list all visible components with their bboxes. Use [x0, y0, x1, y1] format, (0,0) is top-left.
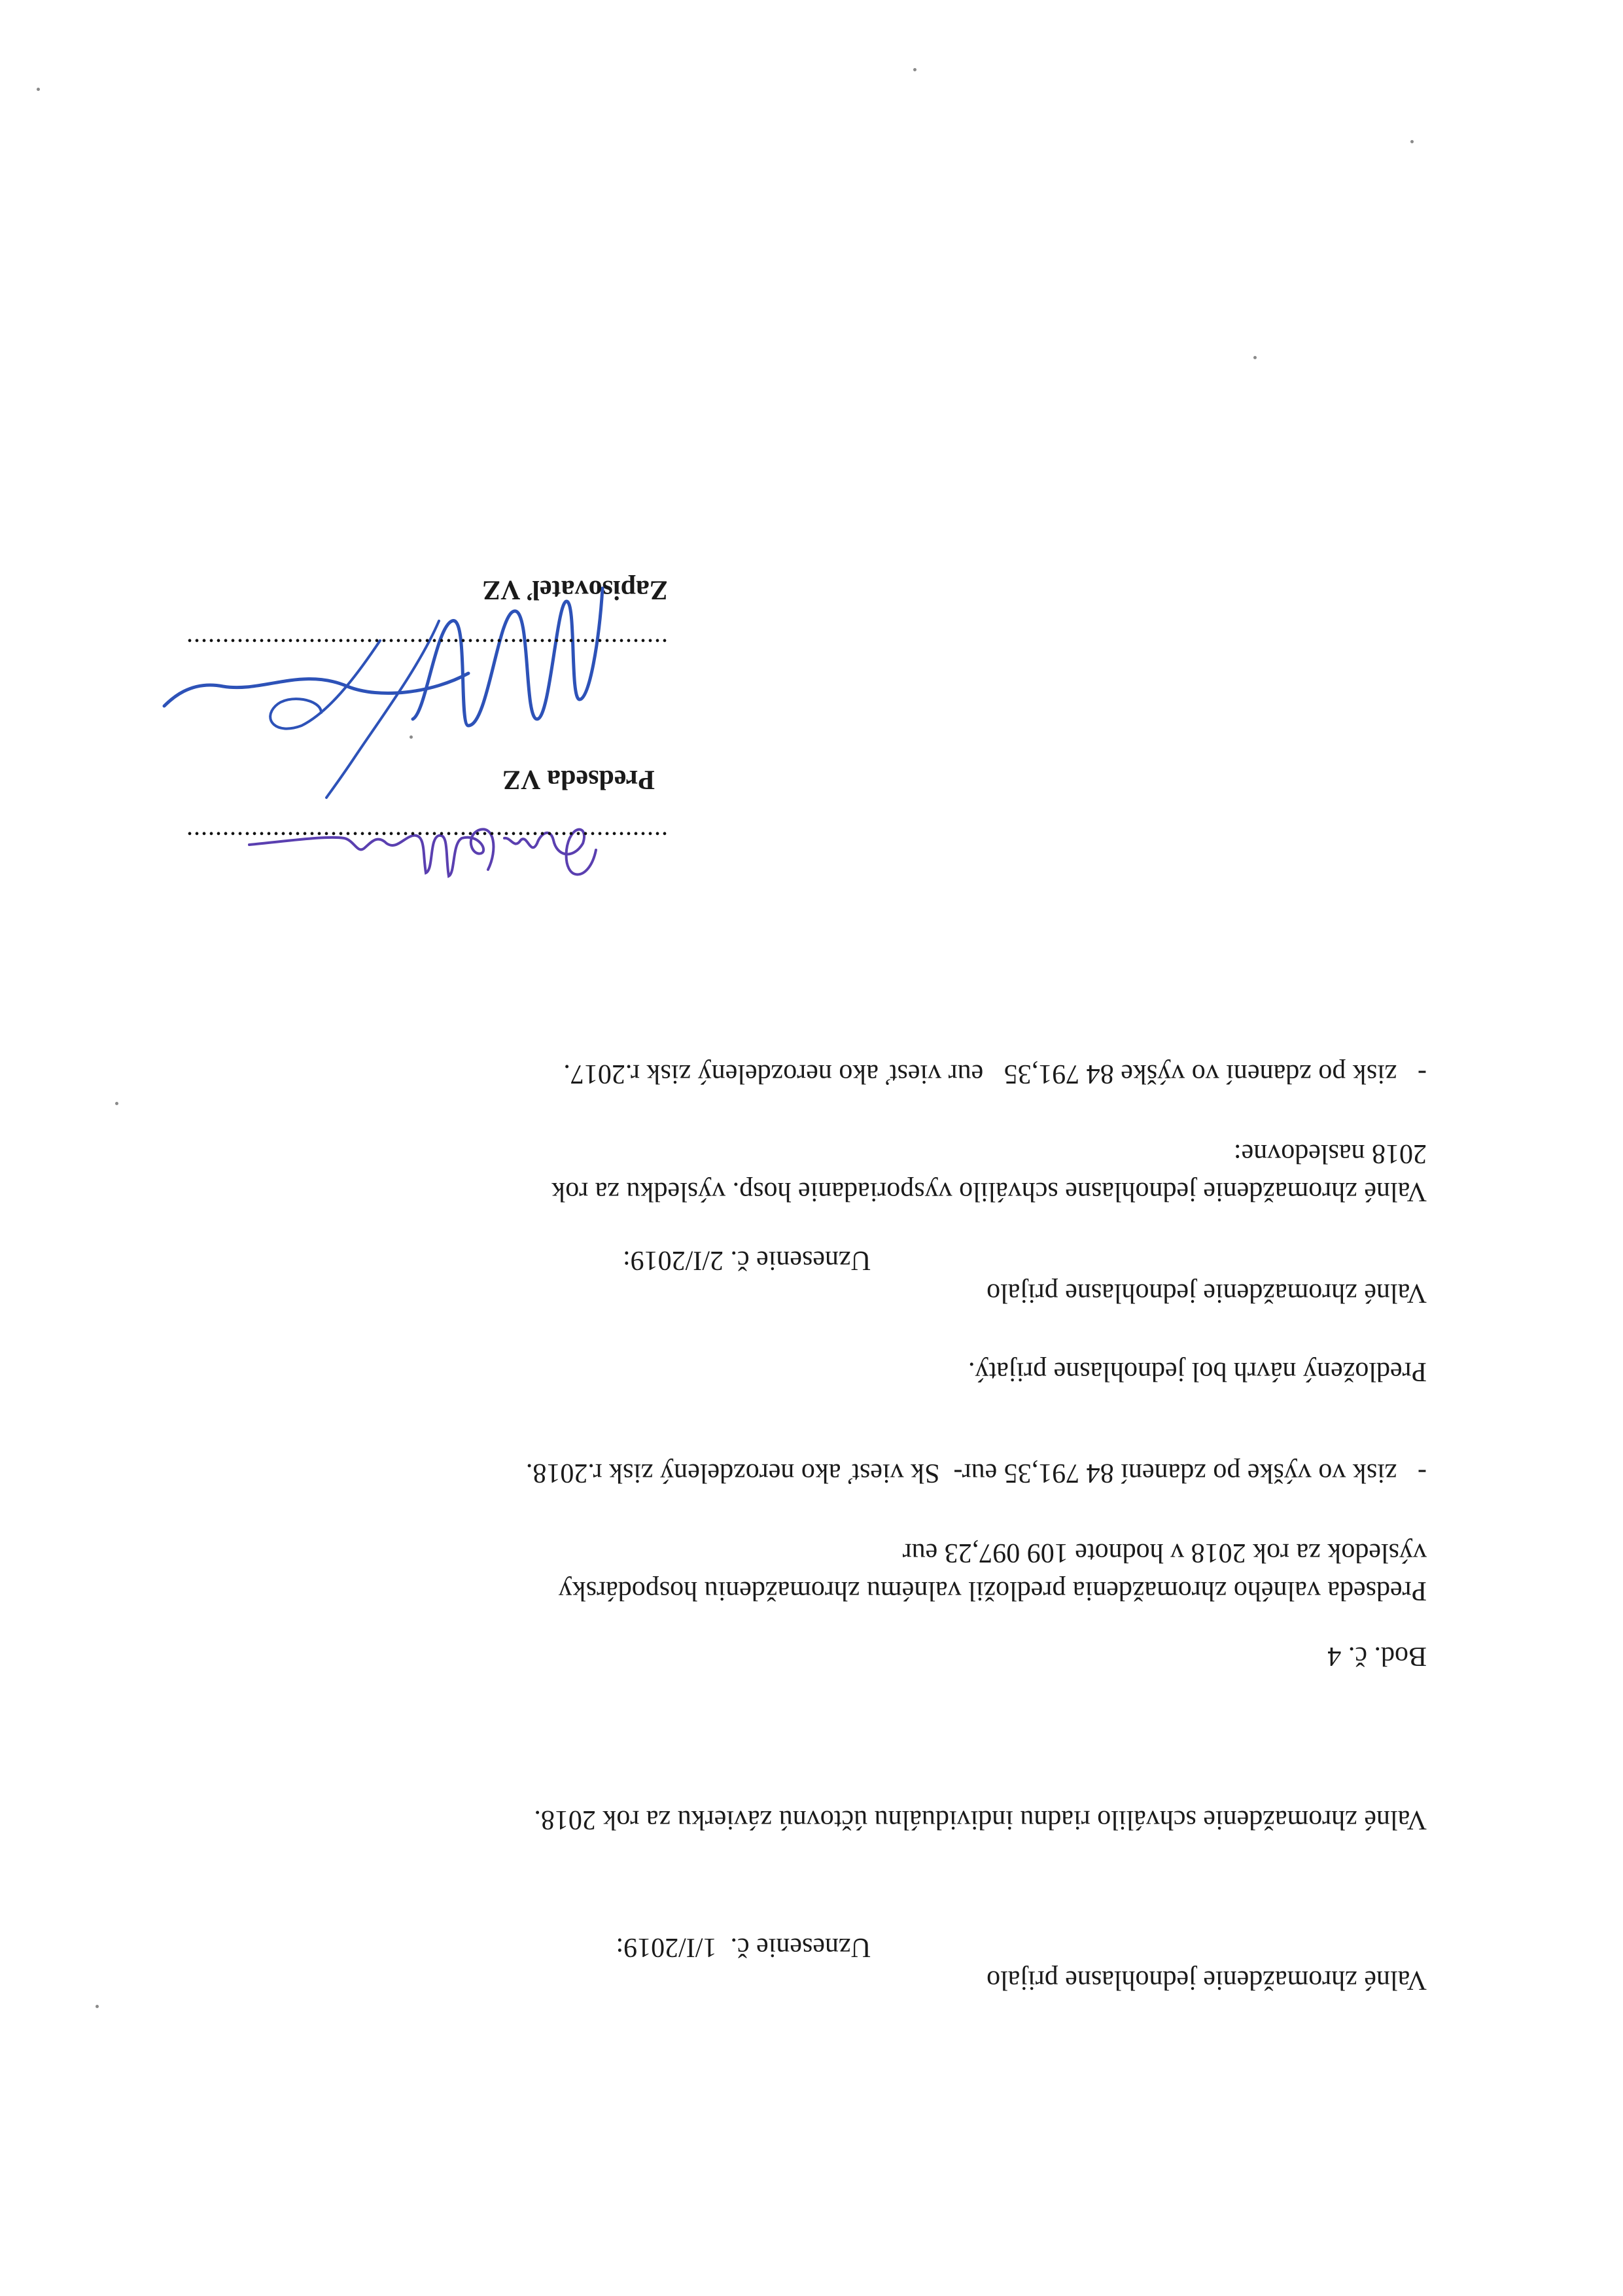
- item-4-line2: výsledok za rok 2018 v hodnote 109 097,23 eur: [902, 1538, 1427, 1568]
- item-4-heading: Bod. č. 4: [1327, 1641, 1427, 1671]
- scan-speck: [1410, 140, 1414, 143]
- scan-speck: [96, 2005, 99, 2008]
- scan-speck: [410, 735, 413, 739]
- item-4-bullet: - zisk vo výške po zdanení 84 791,35 eur- Sk viesť ako nerozdelený zisk r.2018.: [525, 1458, 1427, 1488]
- item-4-accepted: Predložený návrh bol jednohlasne prijatý.: [968, 1356, 1427, 1386]
- resolution-2-line2: 2018 nasledovne:: [1233, 1139, 1427, 1169]
- resolution-2-intro: Valné zhromaždenie jednohlasne prijalo: [986, 1278, 1427, 1308]
- scan-speck: [913, 68, 916, 71]
- resolution-1-id: Uznesenie č. 1/I/2019:: [616, 1932, 871, 1962]
- item-4-line1: Predseda valného zhromaždenia predložil valnému zhromaždeniu hospodársky: [558, 1576, 1427, 1606]
- recorder-label: Zapisovateľ VZ: [482, 574, 668, 605]
- resolution-2-line1: Valné zhromaždenie jednohlasne schválilo vysporiadanie hosp. výsledku za rok: [551, 1176, 1427, 1207]
- scan-speck: [37, 88, 40, 91]
- scan-speck: [1253, 356, 1257, 359]
- resolution-1-text: Valné zhromaždenie schválilo riadnu individuálnu účtovnú závierku za rok 2018.: [534, 1805, 1427, 1835]
- resolution-1-intro: Valné zhromaždenie jednohlasne prijalo: [986, 1965, 1427, 1995]
- recorder-signature-line: ...................................................................: [186, 633, 668, 663]
- resolution-2-bullet: - zisk po zdanení vo výške 84 791,35 eur viesť ako nerozdelený zisk r.2017.: [563, 1059, 1427, 1089]
- chair-label: Predseda VZ: [502, 764, 655, 794]
- chair-signature-line: ...................................................................: [186, 826, 668, 856]
- resolution-2-id: Uznesenie č. 2/I/2019:: [622, 1245, 871, 1275]
- scan-speck: [115, 1102, 118, 1105]
